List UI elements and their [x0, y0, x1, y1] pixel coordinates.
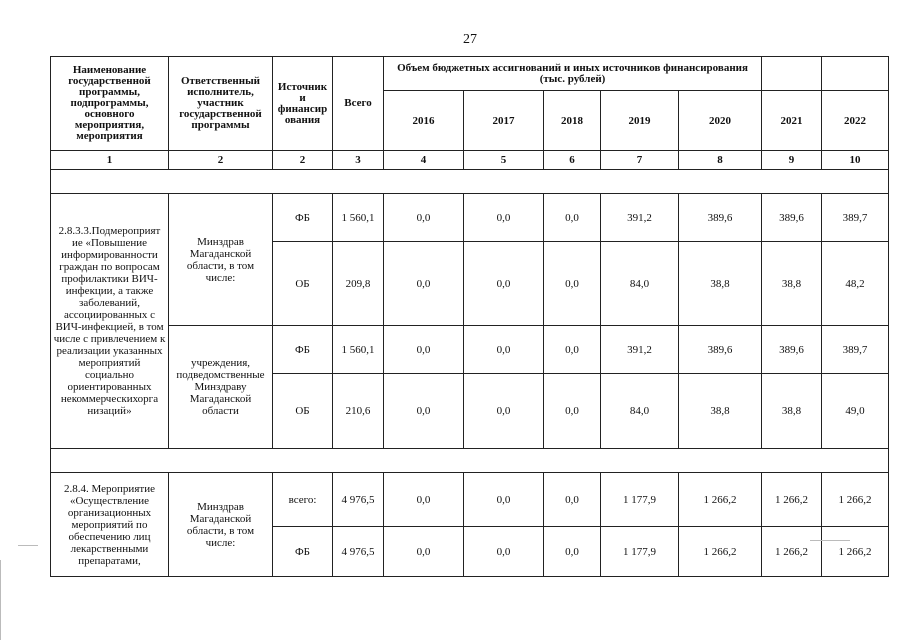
year-value: 0,0 — [464, 473, 544, 527]
year-value: 389,6 — [762, 194, 822, 242]
year-value: 84,0 — [601, 242, 679, 326]
column-number: 7 — [601, 151, 679, 170]
year-value: 0,0 — [544, 242, 601, 326]
year-value: 0,0 — [464, 242, 544, 326]
year-value: 38,8 — [679, 242, 762, 326]
row-gap — [51, 449, 889, 473]
year-value: 0,0 — [464, 527, 544, 577]
funding-source: всего: — [273, 473, 333, 527]
year-value: 1 266,2 — [679, 527, 762, 577]
header-year: 2016 — [384, 91, 464, 151]
year-value: 1 266,2 — [679, 473, 762, 527]
year-value: 0,0 — [464, 194, 544, 242]
activity-name: 2.8.3.3.Подмероприят ие «Повышение информированности граждан по вопросам профилактики ВИЧ-инфекции, а также заболеваний, ассоциированных с ВИЧ-инфекцией, в том числе с привлечением к реализации указанных мероприятий социально ориентированных некоммерческихорга низаций» — [51, 194, 169, 449]
funding-source: ОБ — [273, 374, 333, 449]
year-value: 389,6 — [762, 326, 822, 374]
header-source: Источник и финансир ования — [273, 57, 333, 151]
total-value: 4 976,5 — [333, 527, 384, 577]
year-value: 0,0 — [384, 242, 464, 326]
year-value: 391,2 — [601, 194, 679, 242]
year-value: 0,0 — [384, 194, 464, 242]
column-number: 4 — [384, 151, 464, 170]
funding-source: ФБ — [273, 326, 333, 374]
column-number: 2 — [273, 151, 333, 170]
table-row — [51, 194, 889, 242]
year-value: 389,7 — [822, 194, 889, 242]
column-number: 8 — [679, 151, 762, 170]
column-number: 6 — [544, 151, 601, 170]
header-total: Всего — [333, 57, 384, 151]
year-value: 389,7 — [822, 326, 889, 374]
header-funding-group: Объем бюджетных ассигнований и иных источников финансирования (тыс. рублей) — [384, 57, 762, 91]
total-value: 4 976,5 — [333, 473, 384, 527]
year-value: 1 266,2 — [762, 473, 822, 527]
header-blank-2021 — [762, 57, 822, 91]
header-year: 2019 — [601, 91, 679, 151]
year-value: 0,0 — [544, 527, 601, 577]
year-value: 0,0 — [544, 473, 601, 527]
header-blank-2022 — [822, 57, 889, 91]
budget-table — [50, 56, 889, 577]
year-value: 0,0 — [384, 374, 464, 449]
column-number: 10 — [822, 151, 889, 170]
column-number: 1 — [51, 151, 169, 170]
year-value: 391,2 — [601, 326, 679, 374]
column-number: 9 — [762, 151, 822, 170]
year-value: 0,0 — [384, 527, 464, 577]
column-number: 3 — [333, 151, 384, 170]
header-year: 2018 — [544, 91, 601, 151]
year-value: 38,8 — [762, 374, 822, 449]
year-value: 0,0 — [544, 194, 601, 242]
header-year: 2020 — [679, 91, 762, 151]
column-number: 2 — [169, 151, 273, 170]
year-value: 1 266,2 — [762, 527, 822, 577]
scan-mark — [810, 540, 850, 541]
year-value: 1 177,9 — [601, 527, 679, 577]
year-value: 0,0 — [384, 326, 464, 374]
year-value: 0,0 — [544, 374, 601, 449]
total-value: 1 560,1 — [333, 326, 384, 374]
header-year: 2022 — [822, 91, 889, 151]
header-name: Наименование государственной программы, подпрограммы, основного мероприятия, мероприятия — [51, 57, 169, 151]
year-value: 389,6 — [679, 326, 762, 374]
year-value: 389,6 — [679, 194, 762, 242]
funding-source: ФБ — [273, 527, 333, 577]
funding-source: ФБ — [273, 194, 333, 242]
responsible-cell: Минздрав Магаданской области, в том числе: — [169, 194, 273, 326]
responsible-cell: учреждения, подведомственные Минздраву Магаданской области — [169, 326, 273, 449]
year-value: 0,0 — [464, 326, 544, 374]
table-row — [51, 473, 889, 527]
year-value: 1 177,9 — [601, 473, 679, 527]
row-gap — [51, 170, 889, 194]
funding-source: ОБ — [273, 242, 333, 326]
header-year: 2017 — [464, 91, 544, 151]
activity-name: 2.8.4. Мероприятие «Осуществление организационных мероприятий по обеспечению лиц лекарственными препаратами, — [51, 473, 169, 577]
total-value: 210,6 — [333, 374, 384, 449]
header-year: 2021 — [762, 91, 822, 151]
header-responsible: Ответственный исполнитель, участник государственной программы — [169, 57, 273, 151]
responsible-cell: Минздрав Магаданской области, в том числе: — [169, 473, 273, 577]
year-value: 38,8 — [762, 242, 822, 326]
year-value: 0,0 — [464, 374, 544, 449]
total-value: 209,8 — [333, 242, 384, 326]
total-value: 1 560,1 — [333, 194, 384, 242]
year-value: 48,2 — [822, 242, 889, 326]
year-value: 49,0 — [822, 374, 889, 449]
scan-mark — [18, 545, 38, 546]
table-row — [51, 326, 889, 374]
year-value: 0,0 — [544, 326, 601, 374]
scan-edge-line — [0, 560, 5, 640]
year-value: 0,0 — [384, 473, 464, 527]
year-value: 84,0 — [601, 374, 679, 449]
page-number: 27 — [463, 32, 477, 47]
year-value: 1 266,2 — [822, 473, 889, 527]
year-value: 38,8 — [679, 374, 762, 449]
column-number: 5 — [464, 151, 544, 170]
year-value: 1 266,2 — [822, 527, 889, 577]
